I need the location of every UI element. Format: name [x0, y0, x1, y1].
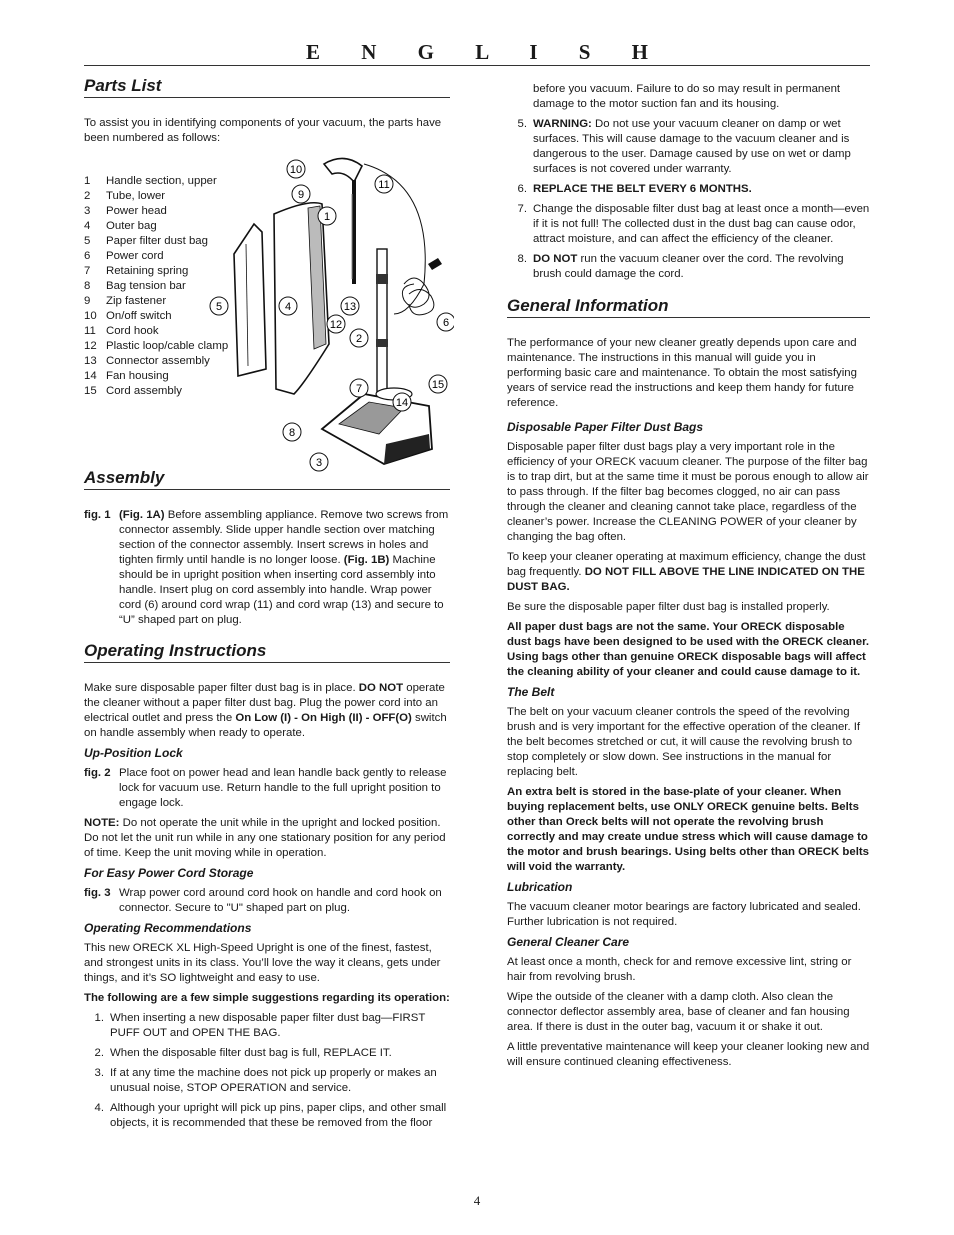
part-label: Bag tension bar: [106, 280, 186, 292]
belt-heading: The Belt: [507, 685, 555, 699]
general-info-heading: General Information: [507, 298, 870, 318]
item8-rest: run the vacuum cleaner over the cord. The revolving brush could damage the cord.: [533, 253, 844, 280]
callout-label: 5: [215, 301, 223, 313]
cleaner-care-p2: Wipe the outside of the cleaner with a damp cloth. Also clean the connector deflector assembly area, base of cleaner and fan housing area. If there is dust in the outer bag, vacuum it or shake it out.: [507, 991, 850, 1033]
list-item: [507, 82, 870, 112]
part-label: Fan housing: [106, 370, 169, 382]
callout-11: [375, 175, 393, 193]
item-text: Although your upright will pick up pins, paper clips, and other small objects, it is recommended that these be removed from the floor: [110, 1102, 447, 1129]
part-label: Outer bag: [106, 220, 157, 232]
part-label: On/off switch: [106, 310, 172, 322]
list-item: [507, 182, 870, 197]
list-item: [507, 117, 870, 177]
callout-6: [437, 313, 454, 331]
vacuum-diagram: [204, 144, 454, 484]
list-item: [507, 252, 870, 282]
callout-label: 11: [378, 179, 390, 191]
list-item: [84, 1046, 450, 1061]
fig1-text-a: Before assembling appliance. Remove two screws from connector assembly. Slide upper handle section over matching section of the connector assembly. Insert screws in holes and tighten firmly until handle is no longer loose.: [119, 509, 449, 566]
part-label: Tube, lower: [106, 190, 166, 202]
parts-list-heading: Parts List: [84, 78, 450, 98]
callout-label: 7: [355, 383, 363, 395]
part-number: 6: [84, 250, 91, 262]
callout-1: [318, 207, 336, 225]
callout-label: 9: [297, 189, 305, 201]
callout-label: 8: [288, 427, 296, 439]
recommendations-intro: This new ORECK XL High-Speed Upright is one of the finest, fastest, and strongest units in its class. You’ll love the way it cleans, gets under things, and it’s SO lightweight and easy to use.: [84, 942, 441, 984]
op-p1a: Make sure disposable paper filter dust bag is in place.: [84, 682, 359, 694]
note-label: NOTE:: [84, 817, 120, 829]
dust-bags-p2: [507, 550, 870, 595]
callout-2: [350, 329, 368, 347]
part-label: Cord assembly: [106, 385, 182, 397]
callout-9: [292, 185, 310, 203]
cleaner-care-p3: A little preventative maintenance will keep your cleaner looking new and will ensure continued cleaning effectiveness.: [507, 1041, 870, 1068]
part-label: Power cord: [106, 250, 164, 262]
recommendations-list: [84, 1011, 450, 1131]
part-label: Handle section, upper: [106, 175, 217, 187]
right-column: [507, 82, 870, 1075]
fig2-instruction: [84, 766, 450, 811]
part-number: 15: [84, 385, 97, 397]
fig1a-ref: (Fig. 1A): [119, 509, 165, 521]
fig1-label: fig. 1: [84, 509, 111, 521]
part-label: Paper filter dust bag: [106, 235, 208, 247]
item-number: 1.: [94, 1012, 104, 1024]
item-text: If at any time the machine does not pick up properly or makes an unusual noise, STOP OPERATION and service.: [110, 1067, 437, 1094]
dust-bags-heading: Disposable Paper Filter Dust Bags: [507, 420, 704, 434]
callout-15: [429, 375, 447, 393]
callout-label: 12: [329, 319, 343, 331]
parts-section: [84, 76, 450, 469]
belt-p1: The belt on your vacuum cleaner controls the speed of the revolving brush and is very important for the effective operation of the cleaner. If the belt becomes stretched or cut, it will cause the revolving brush to stop completely or slow down. See instructions in the manual for replacing belt.: [507, 706, 861, 778]
warning-label: WARNING:: [533, 118, 592, 130]
dust-p2a: To keep your cleaner operating at maximum efficiency, change the dust bag frequently.: [507, 551, 866, 578]
callout-3: [310, 453, 328, 471]
item5-text: [533, 117, 870, 177]
part-label: Cord hook: [106, 325, 159, 337]
callout-label: 2: [355, 333, 363, 345]
callout-12: [327, 315, 345, 333]
fig3-instruction: [84, 886, 450, 916]
callout-label: 14: [395, 397, 409, 409]
recommendations-list-continued: [507, 82, 870, 282]
callout-label: 3: [315, 457, 323, 469]
note-text: Do not operate the unit while in the upright and locked position. Do not let the unit run while in any one stationary position for any period of time. Keep the unit moving while in operation.: [84, 817, 446, 859]
item-number: 6.: [517, 183, 527, 195]
fig1-text: [119, 508, 450, 628]
callout-label: 13: [343, 301, 357, 313]
item8-text: [533, 252, 870, 282]
item-number: 8.: [517, 253, 527, 265]
recommendations-bold: The following are a few simple suggestions regarding its operation:: [84, 992, 450, 1004]
callout-label: 1: [323, 211, 331, 223]
callout-label: 10: [289, 164, 303, 176]
part-number: 4: [84, 220, 91, 232]
part-number: 14: [84, 370, 97, 382]
dust-bags-p4: All paper dust bags are not the same. Your ORECK disposable dust bags have been designed to be used with the ORECK cleaner. Using bags other than genuine ORECK disposable bags will affect the cleaning ability of your cleaner and could cause damage to it.: [507, 621, 870, 678]
fig1-instruction: [84, 508, 450, 628]
left-column: [84, 78, 450, 1136]
fig2-label: fig. 2: [84, 767, 111, 779]
note-paragraph: [84, 816, 450, 861]
item-text: When inserting a new disposable paper filter dust bag—FIRST PUFF OUT and OPEN THE BAG.: [110, 1012, 426, 1039]
fig1b-ref: (Fig. 1B): [343, 554, 390, 566]
part-number: 1: [84, 175, 91, 187]
list-item: [507, 202, 870, 247]
callout-13: [341, 297, 359, 315]
item-number: 2.: [94, 1047, 104, 1059]
operating-section: [84, 643, 450, 1131]
lubrication-p: The vacuum cleaner motor bearings are factory lubricated and sealed. Further lubrication is not required.: [507, 901, 861, 928]
part-number: 7: [84, 265, 91, 277]
part-number: 3: [84, 205, 91, 217]
lubrication-heading: Lubrication: [507, 880, 573, 894]
part-number: 10: [84, 310, 97, 322]
fig3-label: fig. 3: [84, 887, 111, 899]
belt-p2: An extra belt is stored in the base-plate of your cleaner. When buying replacement belts, use ONLY ORECK genuine belts. Belts other than Oreck belts will not operate the revolving brush correctly and may create undue stress which will cause damage to the motor and brush bearings. Using belts other than ORECK belts will void the warranty.: [507, 786, 870, 873]
handle-shape: [324, 158, 362, 182]
page-header-title: E N G L I S H: [305, 40, 667, 64]
callout-7: [350, 379, 368, 397]
part-number: 12: [84, 340, 97, 352]
cleaner-care-heading: General Cleaner Care: [507, 935, 630, 949]
item7-text: Change the disposable filter dust bag at least once a month—even if it is not full! The collected dust in the dust bag can cause odor, attract moisture, and can affect the efficiency of the cleaner.: [533, 203, 870, 245]
op-p1d: On Low (I) - On High (II) - OFF(O): [235, 712, 412, 724]
item-text: When the disposable filter dust bag is full, REPLACE IT.: [110, 1047, 392, 1059]
fig3-text: Wrap power cord around cord hook on handle and cord hook on connector. Secure to "U" shaped part on plug.: [119, 887, 442, 914]
general-info-intro: The performance of your new cleaner greatly depends upon care and maintenance. The instructions in this manual will guide you in performing basic care and maintenance. To obtain the most satisfying years of service read the instructions and keep them handy for future reference.: [507, 337, 857, 409]
parts-intro: To assist you in identifying components of your vacuum, the parts have been numbered as follows:: [84, 117, 442, 144]
fig2-text: Place foot on power head and lean handle back gently to release lock for vacuum use. Return handle to the full upright position to engage lock.: [119, 767, 447, 809]
callout-label: 6: [442, 317, 450, 329]
dust-bags-p1: Disposable paper filter dust bags play a very important role in the efficiency of your ORECK vacuum cleaner. The purpose of the filter bag is to trap dirt, but at the same time it must be porous enough to allow air to pass through. If the filter bag becomes clogged, no air can pass through the cleaner and cleaning cannot take place, regardless of the cleaner’s power. Increase the CLEANING POWER of your cleaner by changing the bag often.: [507, 441, 869, 543]
operating-intro: [84, 681, 450, 741]
cord-storage-heading: For Easy Power Cord Storage: [84, 866, 254, 880]
item-number: 4.: [94, 1102, 104, 1114]
callout-14: [393, 393, 411, 411]
list-item: [84, 1011, 450, 1041]
callout-5: [210, 297, 228, 315]
item6-text: REPLACE THE BELT EVERY 6 MONTHS.: [533, 183, 752, 195]
op-p1e: switch on handle assembly when ready to operate.: [84, 712, 447, 739]
op-p1c: operate the cleaner without a paper filter dust bag. Plug the power cord into an electrical outlet and press the: [84, 682, 445, 724]
warning-text: Do not use your vacuum cleaner on damp or wet surfaces. This will cause damage to the vacuum cleaner and is dangerous to the user. Damage caused by use on wet or damp surfaces is not covered under warranty.: [533, 118, 851, 175]
part-label: Retaining spring: [106, 265, 189, 277]
dust-p2b: DO NOT FILL ABOVE THE LINE INDICATED ON THE DUST BAG.: [507, 566, 865, 593]
part-number: 8: [84, 280, 91, 292]
assembly-heading: Assembly: [84, 470, 450, 490]
paper-bag-shape: [234, 224, 266, 376]
callout-label: 4: [284, 301, 292, 313]
operating-heading: Operating Instructions: [84, 643, 450, 663]
op-p1b: DO NOT: [358, 682, 404, 694]
part-number: 13: [84, 355, 97, 367]
header-rule: [84, 65, 870, 66]
fig1-text-b: Machine should be in upright position when inserting cord assembly into handle. Insert plug on cord assembly into handle. Wrap power cord (6) around cord wrap (11) and cord wrap (13) and secure to “U” shaped part on plug.: [119, 554, 444, 626]
list-item: [84, 1101, 450, 1131]
item4-continued: before you vacuum. Failure to do so may result in permanent damage to the motor suction fan and its housing.: [533, 83, 841, 110]
item-number: 3.: [94, 1067, 104, 1079]
general-info-section: [507, 298, 870, 1070]
part-number: 5: [84, 235, 91, 247]
part-number: 11: [84, 325, 96, 337]
page-number: 4: [473, 1193, 481, 1208]
callout-label: 15: [431, 379, 445, 391]
item-number: 5.: [517, 118, 527, 130]
list-item: [84, 1066, 450, 1096]
cleaner-care-p1: At least once a month, check for and remove excessive lint, string or hair from revolving brush.: [507, 956, 852, 983]
part-label: Plastic loop/cable clamp: [106, 340, 229, 352]
dust-bags-p3: Be sure the disposable paper filter dust bag is installed properly.: [507, 601, 830, 613]
do-not-label: DO NOT: [533, 253, 578, 265]
callout-8: [283, 423, 301, 441]
part-label: Zip fastener: [106, 295, 167, 307]
part-label: Power head: [106, 205, 167, 217]
recommendations-heading: Operating Recommendations: [84, 921, 252, 935]
up-position-heading: Up-Position Lock: [84, 746, 183, 760]
part-number: 2: [84, 190, 91, 202]
part-label: Connector assembly: [106, 355, 210, 367]
part-number: 9: [84, 295, 91, 307]
callout-10: [287, 160, 305, 178]
item-number: 7.: [517, 203, 527, 215]
assembly-section: [84, 470, 450, 628]
callout-4: [279, 297, 297, 315]
